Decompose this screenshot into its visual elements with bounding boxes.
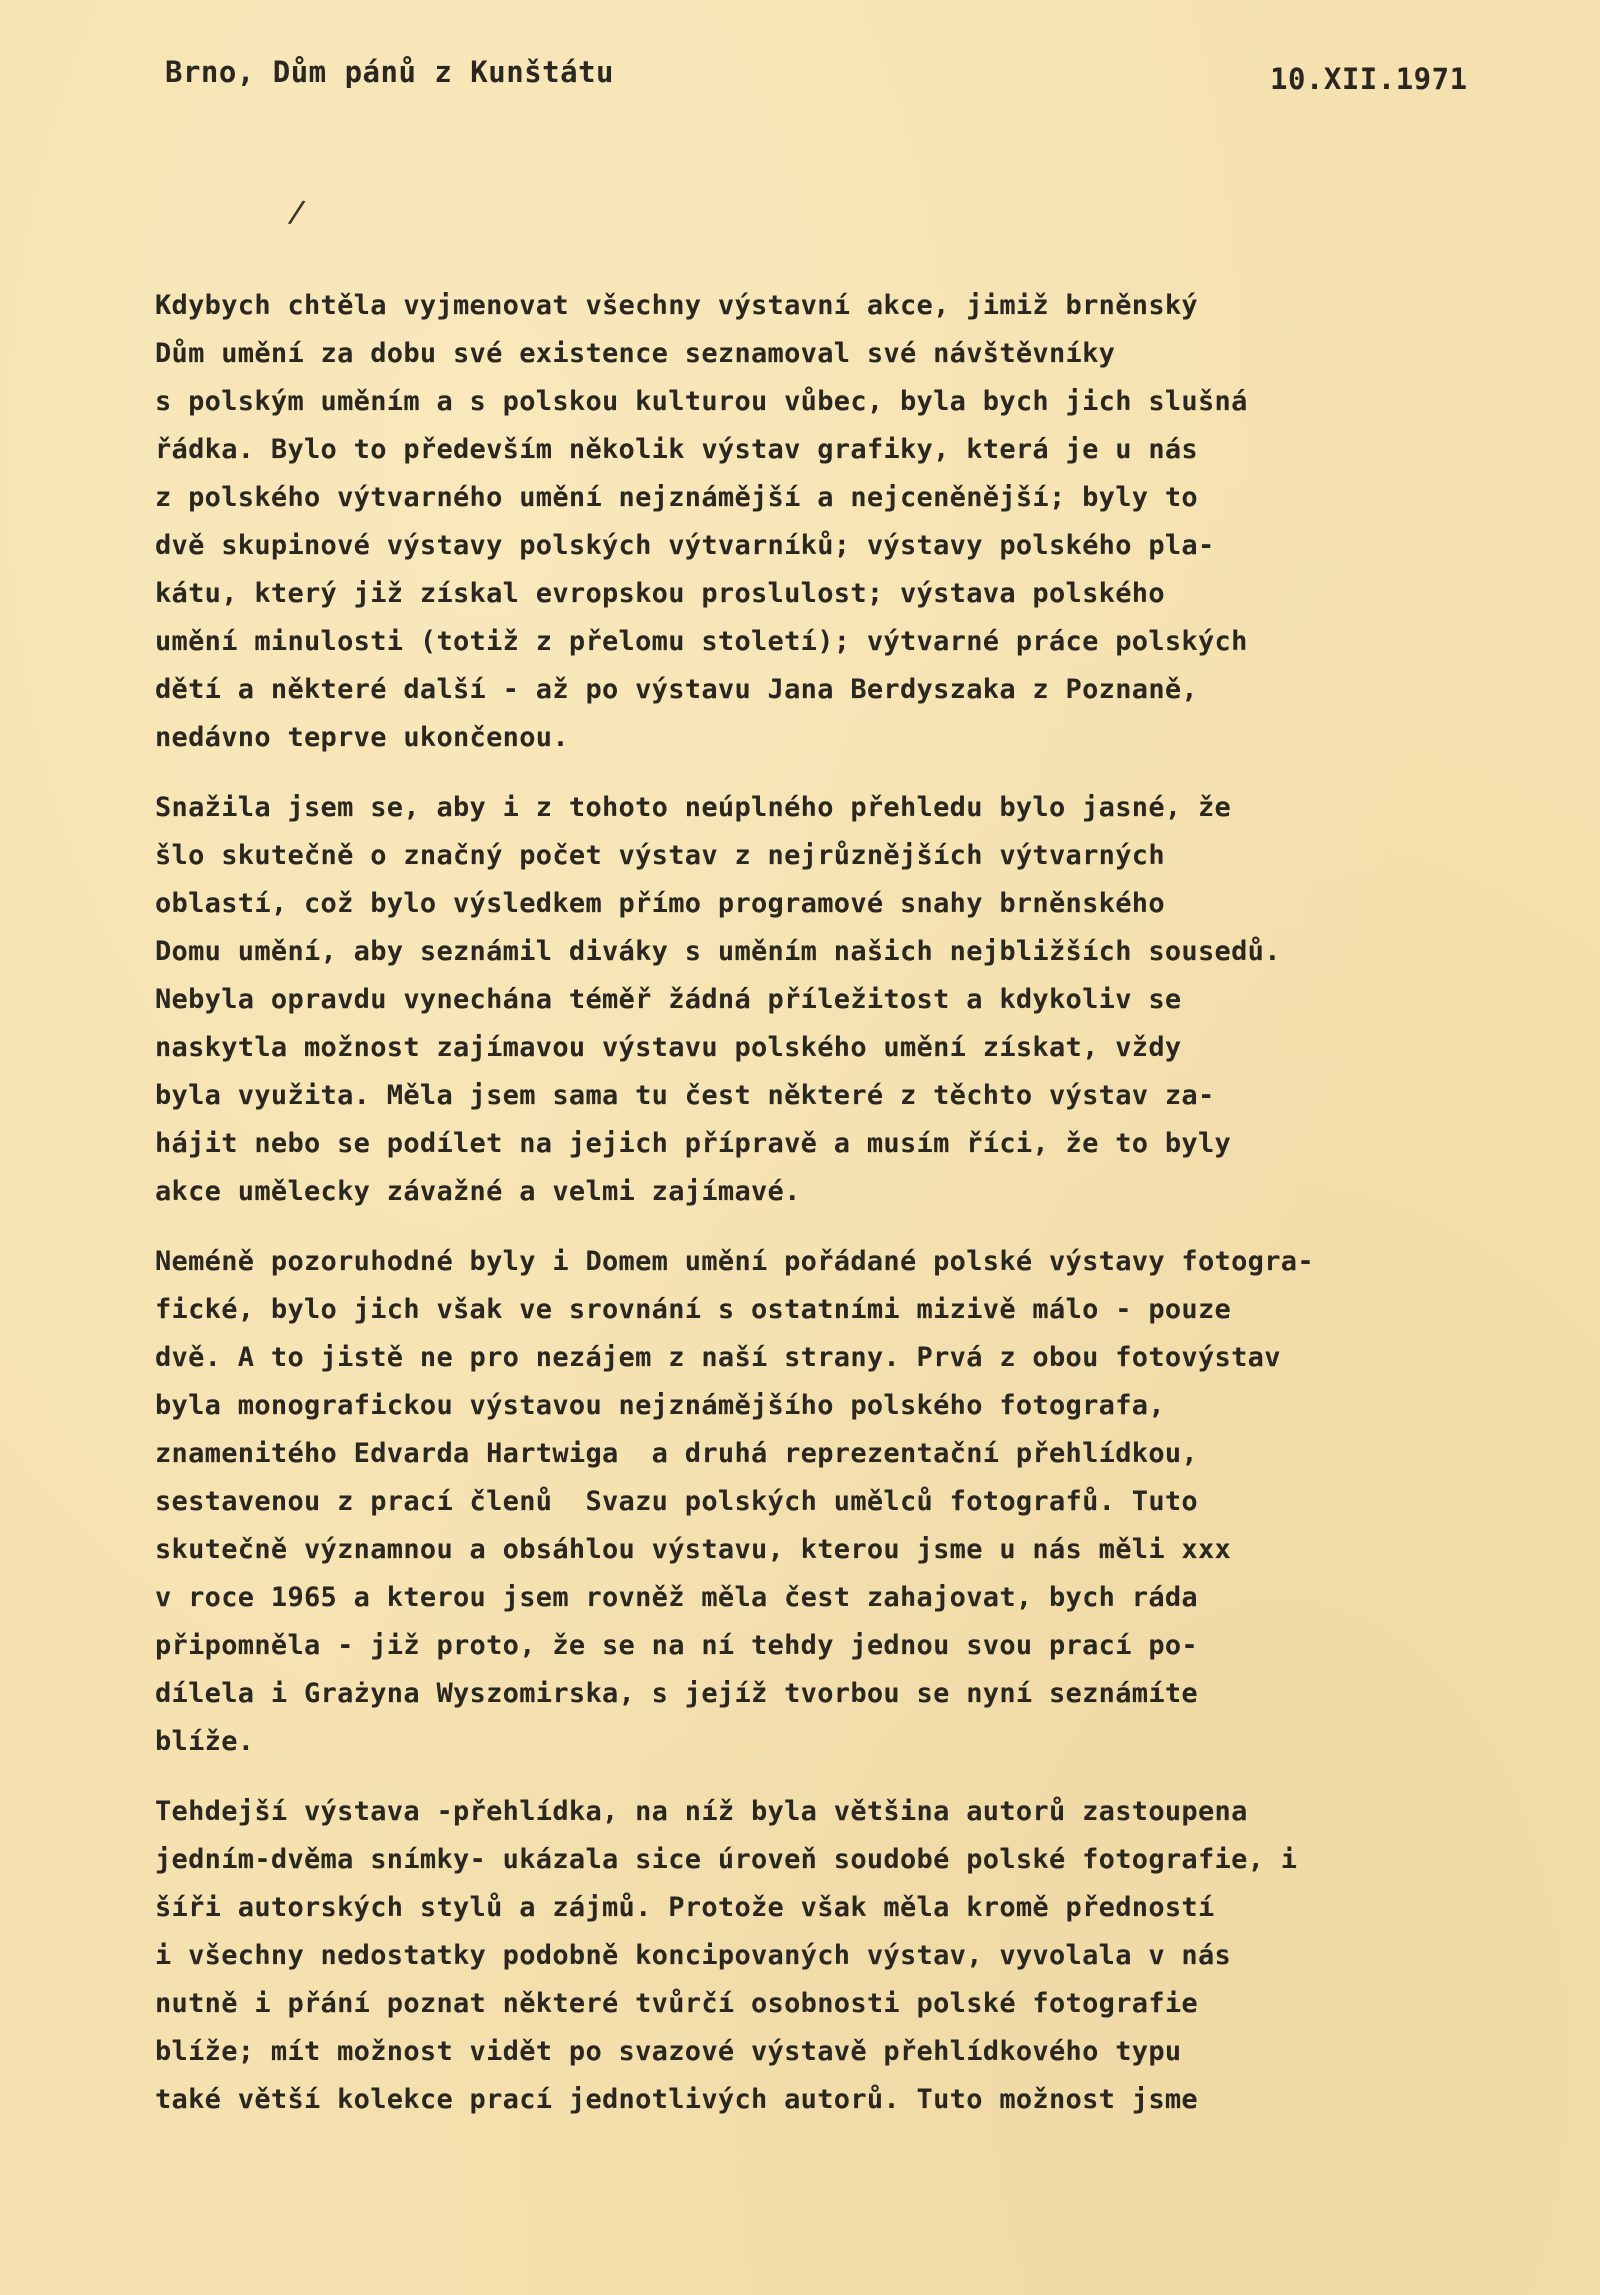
text-line: Nebyla opravdu vynechána téměř žádná příležitost a kdykoliv se (155, 984, 1182, 1015)
text-line: dětí a některé další - až po výstavu Jana Berdyszaka z Poznaně, (155, 674, 1198, 705)
text-line: Snažila jsem se, aby i z tohoto neúplného přehledu bylo jasné, že (155, 792, 1232, 823)
text-line: Kdybych chtěla vyjmenovat všechny výstavní akce, jimiž brněnský (155, 290, 1198, 321)
text-line: sestavenou z prací členů Svazu polských umělců fotografů. Tuto (155, 1486, 1198, 1517)
text-line: z polského výtvarného umění nejznámější a nejceněnější; byly to (155, 482, 1198, 513)
pen-mark: / (285, 193, 309, 232)
paragraph-gap (155, 762, 1535, 784)
text-line: umění minulosti (totiž z přelomu století); výtvarné práce polských (155, 626, 1248, 657)
text-line: blíže. (155, 1726, 255, 1757)
paragraph-gap (155, 1216, 1535, 1238)
text-line: nedávno teprve ukončenou. (155, 722, 569, 753)
text-line: Tehdejší výstava -přehlídka, na níž byla většina autorů zastoupena (155, 1796, 1248, 1827)
text-line: šlo skutečně o značný počet výstav z nejrůznějších výtvarných (155, 840, 1165, 871)
header-place: Brno, Dům pánů z Kunštátu (165, 55, 614, 89)
text-line: byla využita. Měla jsem sama tu čest některé z těchto výstav za- (155, 1080, 1215, 1111)
text-line: dílela i Grażyna Wyszomirska, s jejíž tvorbou se nyní seznámíte (155, 1678, 1198, 1709)
text-line: Domu umění, aby seznámil diváky s uměním našich nejbližších sousedů. (155, 936, 1281, 967)
paragraph-2 (155, 784, 1535, 1216)
text-line: skutečně významnou a obsáhlou výstavu, kterou jsme u nás měli xxx (155, 1534, 1232, 1565)
text-line: oblastí, což bylo výsledkem přímo programové snahy brněnského (155, 888, 1165, 919)
text-line: byla monografickou výstavou nejznámějšího polského fotografa, (155, 1390, 1165, 1421)
text-line: připomněla - již proto, že se na ní tehdy jednou svou prací po- (155, 1630, 1198, 1661)
text-line: fické, bylo jich však ve srovnání s ostatními mizivě málo - pouze (155, 1294, 1232, 1325)
text-line: znamenitého Edvarda Hartwiga a druhá reprezentační přehlídkou, (155, 1438, 1198, 1469)
text-line: dvě skupinové výstavy polských výtvarníků; výstavy polského pla- (155, 530, 1215, 561)
text-line: kátu, který již získal evropskou proslulost; výstava polského (155, 578, 1165, 609)
text-line: také větší kolekce prací jednotlivých autorů. Tuto možnost jsme (155, 2084, 1198, 2115)
paragraph-gap (155, 1766, 1535, 1788)
text-line: akce umělecky závažné a velmi zajímavé. (155, 1176, 801, 1207)
text-line: blíže; mít možnost vidět po svazové výstavě přehlídkového typu (155, 2036, 1182, 2067)
text-line: hájit nebo se podílet na jejich přípravě a musím říci, že to byly (155, 1128, 1232, 1159)
paragraph-3 (155, 1238, 1535, 1766)
text-line: řádka. Bylo to především několik výstav grafiky, která je u nás (155, 434, 1198, 465)
text-line: Neméně pozoruhodné byly i Domem umění pořádané polské výstavy fotogra- (155, 1246, 1314, 1277)
paragraph-1 (155, 282, 1535, 762)
paragraph-4 (155, 1788, 1535, 2124)
letter-body (155, 282, 1535, 2124)
text-line: Dům umění za dobu své existence seznamoval své návštěvníky (155, 338, 1116, 369)
text-line: v roce 1965 a kterou jsem rovněž měla čest zahajovat, bych ráda (155, 1582, 1198, 1613)
text-line: naskytla možnost zajímavou výstavu polského umění získat, vždy (155, 1032, 1182, 1063)
header-date: 10.XII.1971 (1270, 62, 1468, 96)
text-line: dvě. A to jistě ne pro nezájem z naší strany. Prvá z obou fotovýstav (155, 1342, 1281, 1373)
text-line: s polským uměním a s polskou kulturou vůbec, byla bych jich slušná (155, 386, 1248, 417)
text-line: jedním-dvěma snímky- ukázala sice úroveň soudobé polské fotografie, i (155, 1844, 1298, 1875)
text-line: šíři autorských stylů a zájmů. Protože však měla kromě předností (155, 1892, 1215, 1923)
text-line: i všechny nedostatky podobně koncipovaných výstav, vyvolala v nás (155, 1940, 1232, 1971)
text-line: nutně i přání poznat některé tvůrčí osobnosti polské fotografie (155, 1988, 1198, 2019)
